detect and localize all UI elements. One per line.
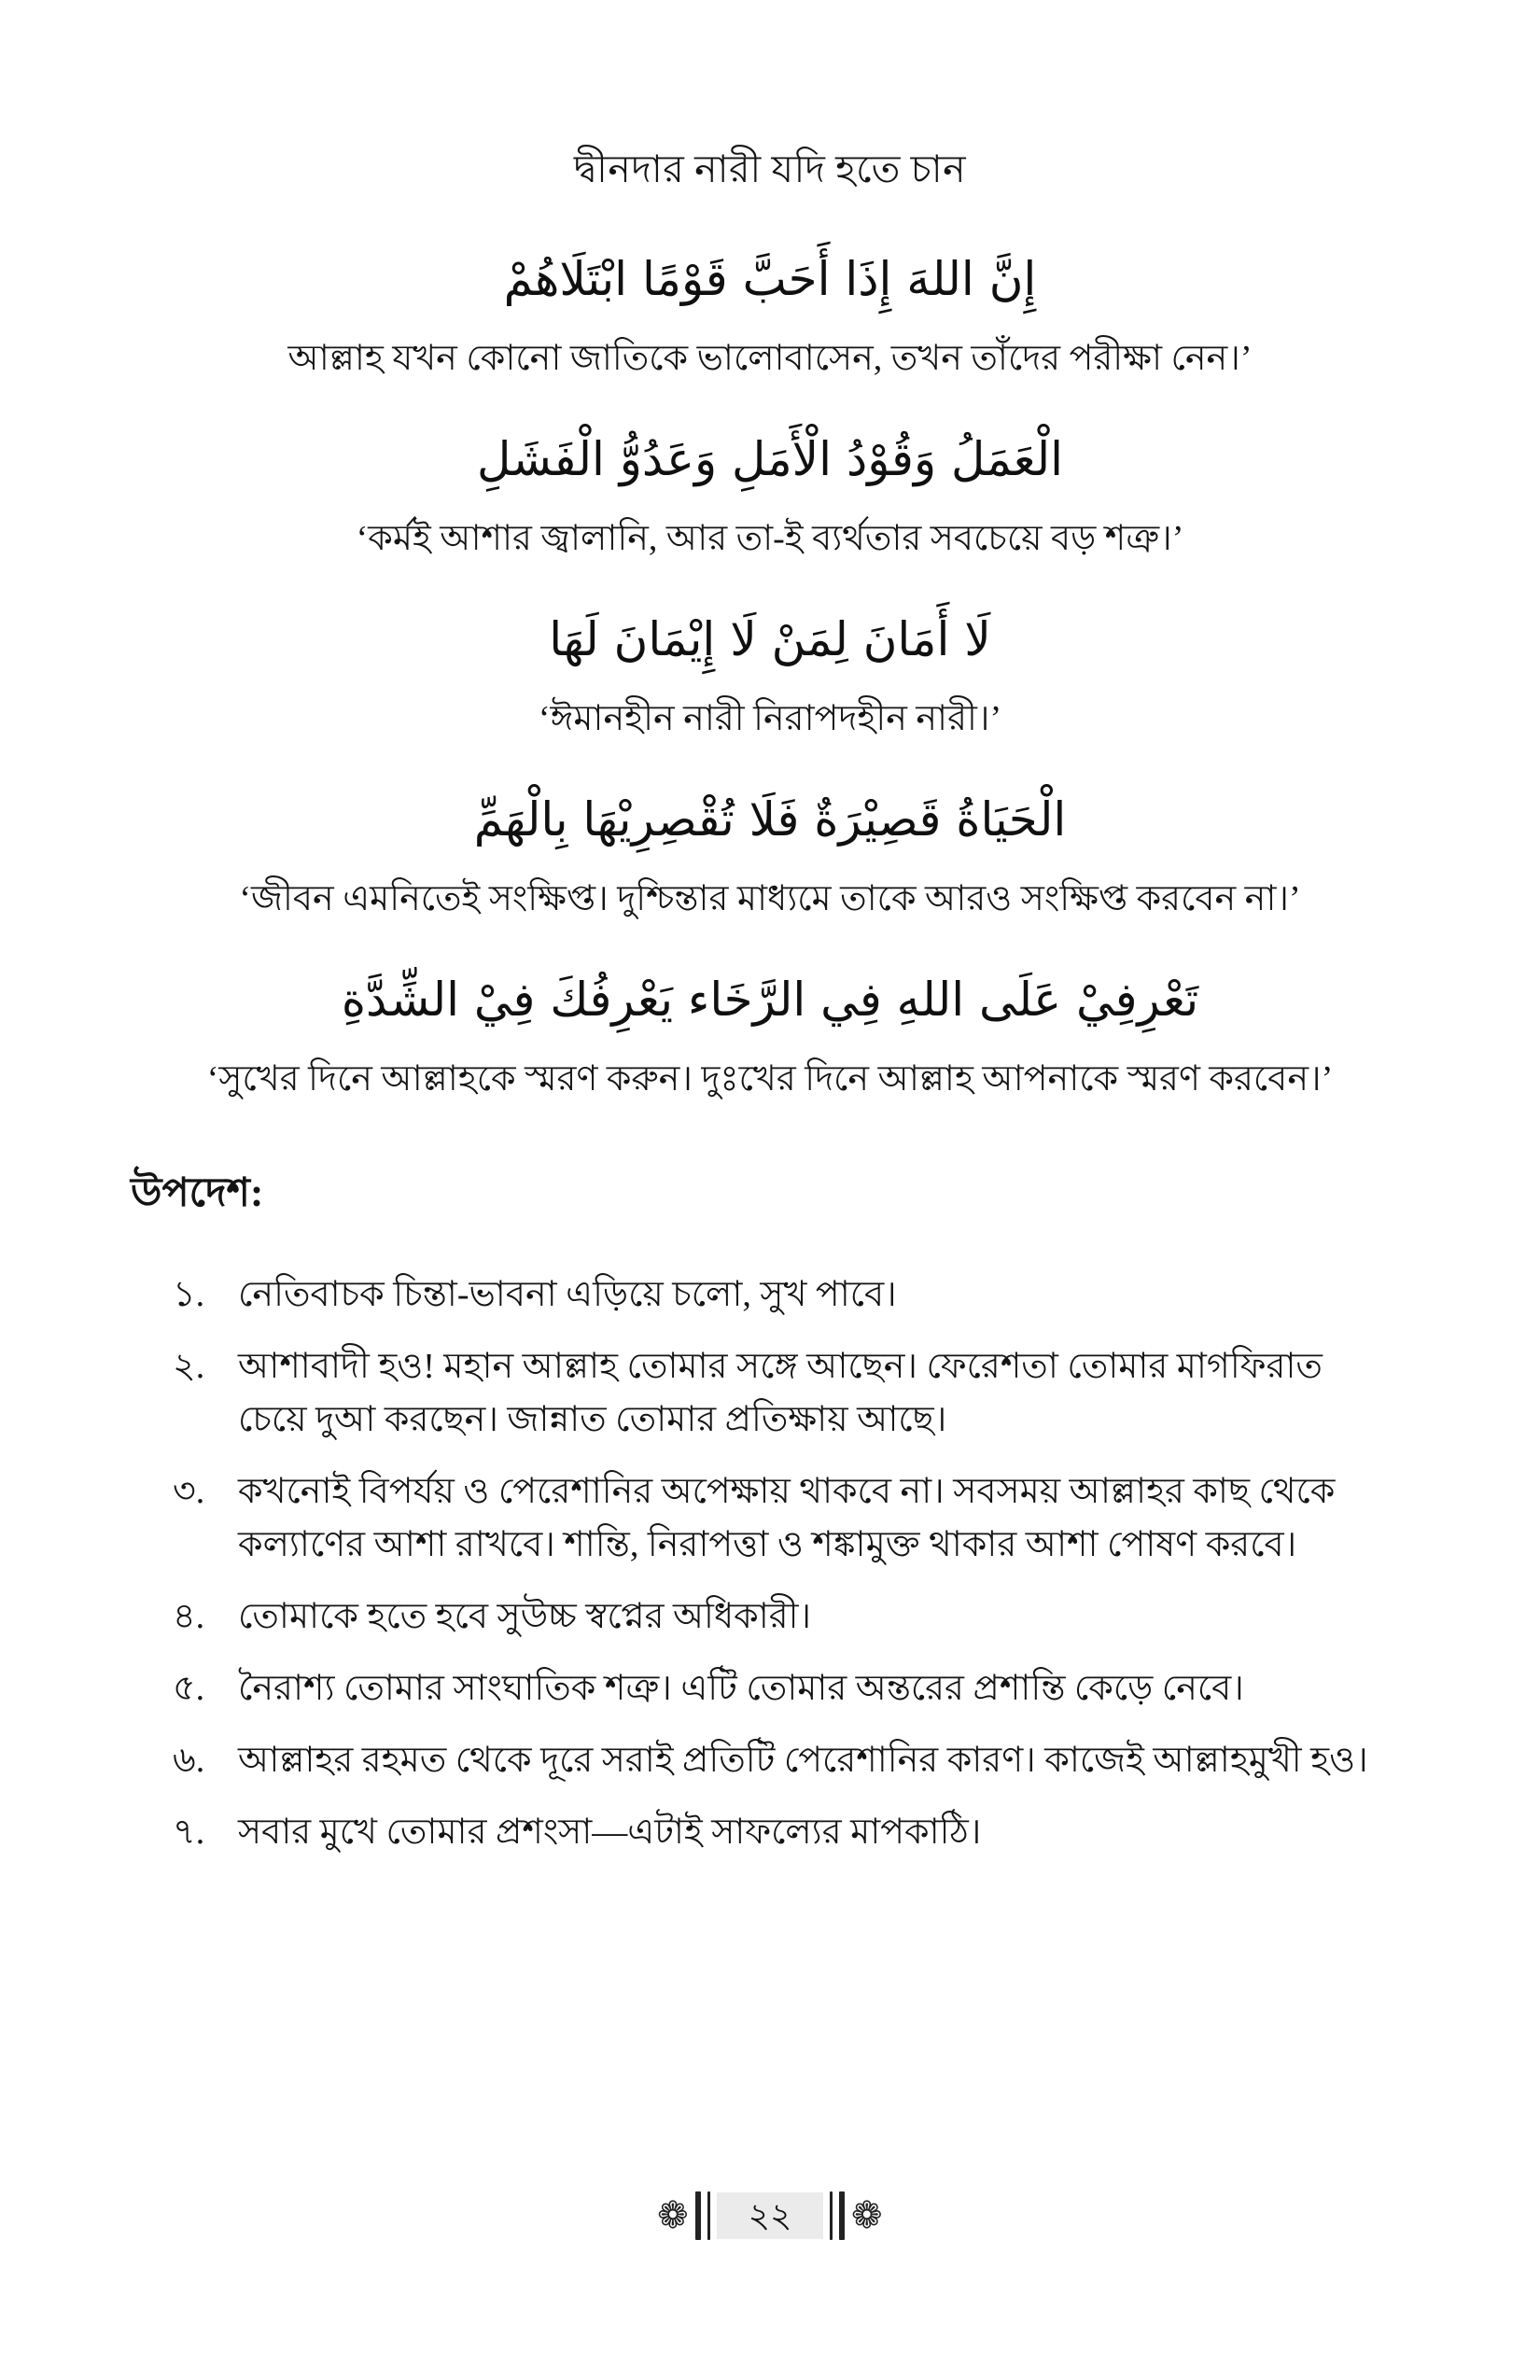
list-item-text: নৈরাশ্য তোমার সাংঘাতিক শত্রু। এটি তোমার অন্তরের প্রশান্তি কেড়ে নেবে। bbox=[238, 1668, 1244, 1708]
quote-block bbox=[0, 249, 1540, 385]
page-footer bbox=[0, 2191, 1540, 2240]
list-item bbox=[173, 1465, 1391, 1572]
page-number: ২২ bbox=[717, 2192, 824, 2240]
list-item-number: ১. bbox=[173, 1274, 205, 1314]
ornament-bar-icon bbox=[830, 2191, 833, 2240]
arabic-quote: لَا أَمَانَ لِمَنْ لَا إِيْمَانَ لَهَا bbox=[549, 611, 991, 666]
list-item-text: সবার মুখে তোমার প্রশংসা—এটাই সাফল্যের মাপকাঠি। bbox=[238, 1812, 982, 1852]
list-item-number: ৫. bbox=[173, 1668, 205, 1708]
list-item-text: তোমাকে হতে হবে সুউচ্চ স্বপ্নের অধিকারী। bbox=[238, 1596, 812, 1636]
quote-block bbox=[0, 609, 1540, 745]
list-item-number: ৬. bbox=[173, 1740, 205, 1780]
list-item bbox=[173, 1806, 1391, 1859]
arabic-quote: الْحَيَاةُ قَصِيْرَةٌ فَلَا تُقْصِرِيْهَا بِالْهَمِّ bbox=[473, 791, 1067, 847]
quote-translation: ‘কর্মই আশার জ্বালানি, আর তা-ই ব্যর্থতার সবচেয়ে বড় শত্রু।’ bbox=[356, 518, 1184, 558]
list-item bbox=[173, 1662, 1391, 1715]
arabic-quote: إِنَّ اللهَ إِذَا أَحَبَّ قَوْمًا ابْتَلَاهُمْ bbox=[503, 252, 1037, 306]
quote-translation: ‘ঈমানহীন নারী নিরাপদহীন নারী।’ bbox=[538, 698, 1002, 738]
ornament-bar-icon bbox=[695, 2191, 701, 2240]
list-item-number: ২. bbox=[173, 1346, 205, 1386]
quote-translation: আল্লাহ যখন কোনো জাতিকে ভালোবাসেন, তখন তাঁদের পরীক্ষা নেন।’ bbox=[287, 339, 1253, 378]
list-item-number: ৪. bbox=[173, 1596, 205, 1636]
advice-heading: উপদেশ: bbox=[131, 1170, 264, 1215]
quote-translation: ‘জীবন এমনিতেই সংক্ষিপ্ত। দুশ্চিন্তার মাধ্যমে তাকে আরও সংক্ষিপ্ত করবেন না।’ bbox=[239, 878, 1301, 918]
list-item-text: কখনোই বিপর্যয় ও পেরেশানির অপেক্ষায় থাকবে না। সবসময় আল্লাহর কাছ থেকে কল্যাণের আশা রাখবে। শান্তি, নিরাপত্তা ও শঙ্কামুক্ত থাকার আশা পোষণ করবে। bbox=[238, 1471, 1336, 1564]
list-item bbox=[173, 1734, 1391, 1787]
list-item bbox=[173, 1590, 1391, 1644]
ornament-bar-icon bbox=[707, 2191, 710, 2240]
quote-block bbox=[0, 970, 1540, 1105]
flower-ornament-left-icon: ❁ bbox=[657, 2194, 689, 2236]
list-item bbox=[173, 1268, 1391, 1322]
quote-block bbox=[0, 790, 1540, 925]
list-item-text: আশাবাদী হও! মহান আল্লাহ তোমার সঙ্গে আছেন। ফেরেশতা তোমার মাগফিরাত চেয়ে দুআ করছেন। জান্নাত তোমার প্রতিক্ষায় আছে। bbox=[238, 1346, 1323, 1439]
arabic-quote: تَعْرِفِيْ عَلَى اللهِ فِي الرَّخَاء يَعْرِفُكَ فِيْ الشِّدَّةِ bbox=[341, 972, 1199, 1027]
quotes-section bbox=[0, 249, 1540, 1105]
list-item bbox=[173, 1340, 1391, 1447]
arabic-quote: الْعَمَلُ وَقُوْدُ الْأَمَلِ وَعَدُوُّ الْفَشَلِ bbox=[476, 431, 1064, 486]
list-item-number: ৩. bbox=[173, 1471, 205, 1511]
advice-list bbox=[173, 1268, 1391, 1859]
list-item-text: আল্লাহর রহমত থেকে দূরে সরাই প্রতিটি পেরেশানির কারণ। কাজেই আল্লাহমুখী হও। bbox=[238, 1740, 1368, 1780]
flower-ornament-right-icon: ❁ bbox=[851, 2194, 883, 2236]
ornament-bar-icon bbox=[839, 2191, 845, 2240]
list-item-text: নেতিবাচক চিন্তা-ভাবনা এড়িয়ে চলো, সুখ পাবে। bbox=[238, 1274, 897, 1314]
page-title: দ্বীনদার নারী যদি হতে চান bbox=[573, 147, 967, 190]
list-item-number: ৭. bbox=[173, 1812, 205, 1852]
quote-block bbox=[0, 429, 1540, 565]
quote-translation: ‘সুখের দিনে আল্লাহকে স্মরণ করুন। দুঃখের দিনে আল্লাহ আপনাকে স্মরণ করবেন।’ bbox=[206, 1058, 1334, 1099]
